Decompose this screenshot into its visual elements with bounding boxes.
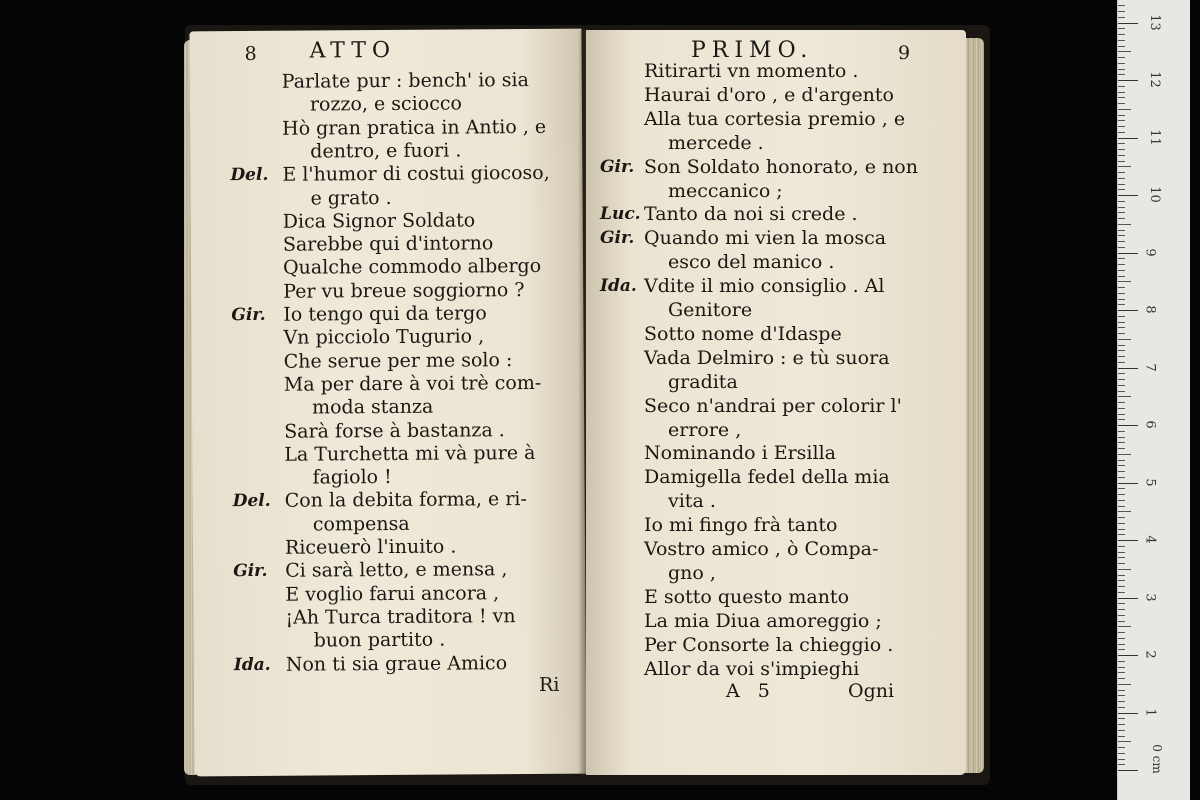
ruler-number: 12	[1146, 71, 1162, 88]
verse-text: E sotto questo manto	[644, 585, 850, 608]
speaker-label: Del.	[232, 491, 271, 512]
ruler-tick	[1118, 345, 1125, 346]
ruler-tick	[1118, 40, 1125, 41]
speaker-label: Luc.	[600, 204, 641, 225]
verse-text: La mia Diua amoreggio ;	[644, 609, 882, 632]
ruler-tick	[1118, 661, 1125, 662]
ruler-tick	[1118, 120, 1125, 121]
ruler-tick	[1118, 557, 1125, 558]
ruler-tick	[1118, 247, 1125, 248]
signature-mark: A 5	[726, 680, 776, 702]
ruler-tick	[1118, 207, 1125, 208]
verse-text: Vn picciolo Tugurio ,	[283, 325, 485, 350]
ruler-tick	[1118, 621, 1125, 622]
verse-text: La Turchetta mi và pure à	[284, 441, 536, 466]
verse-text: Sarebbe qui d'intorno	[282, 232, 494, 256]
ruler-tick	[1118, 684, 1131, 685]
ruler-tick	[1118, 373, 1125, 374]
verse-text: Son Soldato honorato, e non	[644, 155, 918, 178]
ruler-number: 1	[1142, 707, 1158, 717]
ruler-tick	[1118, 730, 1125, 731]
speaker-label: Gir.	[600, 228, 635, 249]
right-catchword: Ogni	[848, 680, 895, 702]
ruler-tick	[1118, 270, 1125, 271]
verse-text: Per Consorte la chieggio .	[644, 633, 894, 656]
ruler-tick	[1118, 224, 1131, 225]
ruler-tick	[1118, 172, 1125, 173]
ruler-tick	[1118, 707, 1125, 708]
ruler-tick	[1118, 264, 1125, 265]
measurement-ruler	[1117, 0, 1190, 800]
ruler-tick	[1118, 736, 1125, 737]
ruler-tick	[1118, 534, 1125, 535]
verse-text: vita .	[668, 490, 716, 513]
ruler-number: 13	[1146, 13, 1162, 31]
ruler-tick	[1118, 86, 1125, 87]
ruler-tick	[1118, 339, 1131, 340]
ruler-tick	[1118, 569, 1131, 570]
ruler-tick	[1118, 189, 1125, 190]
ruler-tick	[1118, 310, 1138, 311]
ruler-tick	[1118, 615, 1125, 616]
ruler-tick	[1118, 718, 1125, 719]
verse-text: Parlate pur : bench' io sia	[281, 69, 529, 93]
verse-text: Tanto da noi si crede .	[644, 203, 858, 226]
ruler-tick	[1118, 212, 1125, 213]
ruler-tick	[1118, 281, 1131, 282]
ruler-tick	[1118, 655, 1138, 656]
verse-text: Genitore	[668, 299, 753, 321]
right-page-number: 9	[898, 42, 911, 64]
ruler-tick	[1118, 23, 1138, 24]
ruler-tick	[1118, 477, 1125, 478]
left-page	[189, 29, 586, 777]
ruler-tick	[1118, 500, 1125, 501]
ruler-tick	[1118, 97, 1125, 98]
ruler-tick	[1118, 115, 1125, 116]
ruler-tick	[1118, 402, 1125, 403]
ruler-tick	[1118, 57, 1125, 58]
ruler-tick	[1118, 529, 1125, 530]
ruler-tick	[1118, 672, 1125, 673]
ruler-tick	[1118, 299, 1125, 300]
ruler-tick	[1118, 414, 1125, 415]
ruler-tick	[1118, 322, 1125, 323]
verse-text: Damigella fedel della mia	[644, 466, 890, 489]
verse-text: Che serue per me solo :	[283, 348, 513, 373]
ruler-tick	[1118, 506, 1125, 507]
ruler-tick	[1118, 396, 1131, 397]
verse-text: meccanico ;	[668, 179, 783, 202]
ruler-tick	[1118, 540, 1138, 541]
verse-text: buon partito .	[313, 628, 446, 652]
verse-text: Vada Delmiro : e tù suora	[644, 346, 890, 369]
ruler-tick	[1118, 287, 1125, 288]
ruler-tick	[1118, 333, 1125, 334]
verse-text: Ma per dare à voi trè com-	[283, 371, 542, 396]
ruler-tick	[1118, 51, 1131, 52]
verse-text: Non ti sia graue Amico	[285, 651, 508, 676]
ruler-tick	[1118, 155, 1125, 156]
speaker-label: Gir.	[233, 561, 268, 582]
ruler-tick	[1118, 598, 1138, 599]
verse-text: Ci sarà letto, e mensa ,	[285, 558, 508, 583]
ruler-tick	[1118, 184, 1125, 185]
ruler-tick	[1118, 304, 1125, 305]
ruler-tick	[1118, 132, 1125, 133]
right-running-head: PRIMO.	[691, 38, 814, 63]
verse-text: Io tengo qui da tergo	[283, 302, 487, 326]
verse-text: E voglio farui ancora ,	[285, 581, 500, 606]
ruler-tick	[1118, 385, 1125, 386]
ruler-tick	[1118, 356, 1125, 357]
verse-text: gradita	[668, 370, 738, 393]
speaker-label: Gir.	[600, 156, 635, 177]
ruler-tick	[1118, 695, 1125, 696]
ruler-tick	[1118, 235, 1125, 236]
ruler-number: 2	[1142, 650, 1158, 659]
left-running-head: ATTO	[309, 37, 397, 64]
ruler-tick	[1118, 460, 1125, 461]
ruler-tick	[1118, 103, 1125, 104]
ruler-tick	[1118, 218, 1125, 219]
ruler-tick	[1118, 258, 1125, 259]
verse-text: Seco n'andrai per colorir l'	[644, 394, 902, 417]
ruler-tick	[1118, 552, 1125, 553]
verse-text: Allor da voi s'impieghi	[644, 657, 860, 680]
ruler-tick	[1118, 753, 1125, 754]
verse-text: ¡Ah Turca traditora ! vn	[285, 605, 516, 629]
ruler-tick	[1118, 350, 1125, 351]
verse-text: Hò gran pratica in Antio , e	[282, 115, 547, 140]
ruler-tick	[1118, 419, 1125, 420]
verse-text: esco del manico .	[668, 251, 835, 274]
ruler-number: 10	[1146, 186, 1162, 203]
ruler-tick	[1118, 609, 1125, 610]
ruler-tick	[1118, 678, 1125, 679]
verse-text: errore ,	[668, 418, 742, 441]
ruler-tick	[1118, 92, 1125, 93]
ruler-tick	[1118, 431, 1125, 432]
ruler-tick	[1118, 448, 1125, 449]
ruler-tick	[1118, 454, 1131, 455]
ruler-tick	[1118, 442, 1125, 443]
ruler-tick	[1118, 391, 1125, 392]
ruler-tick	[1118, 523, 1125, 524]
ruler-tick	[1118, 143, 1125, 144]
ruler-tick	[1118, 644, 1125, 645]
verse-text: Sotto nome d'Idaspe	[644, 322, 842, 345]
ruler-tick	[1118, 178, 1125, 179]
verse-text: fagiolo !	[312, 466, 392, 489]
verse-text: Vostro amico , ò Compa-	[644, 538, 879, 560]
ruler-tick	[1118, 80, 1138, 81]
verse-text: mercede .	[668, 131, 764, 154]
verse-text: Quando mi vien la mosca	[644, 227, 887, 250]
verse-text: Haurai d'oro , e d'argento	[644, 83, 894, 106]
ruler-tick	[1118, 5, 1125, 6]
speaker-label: Ida.	[600, 276, 637, 297]
verse-text: e grato .	[310, 186, 392, 210]
verse-text: gno ,	[668, 561, 716, 584]
ruler-tick	[1118, 770, 1138, 771]
verse-text: Riceuerò l'inuito .	[284, 535, 457, 559]
verse-text: Ritirarti vn momento .	[644, 60, 859, 82]
ruler-number: 6	[1142, 420, 1158, 429]
ruler-tick	[1118, 149, 1125, 150]
ruler-tick	[1118, 276, 1125, 277]
ruler-tick	[1118, 63, 1125, 64]
ruler-number: 3	[1142, 592, 1158, 602]
speaker-label: Gir.	[231, 304, 266, 326]
ruler-tick	[1118, 747, 1125, 748]
ruler-tick	[1118, 603, 1125, 604]
verse-text: Qualche commodo albergo	[282, 255, 542, 280]
ruler-number: 7	[1142, 362, 1158, 372]
ruler-tick	[1118, 741, 1131, 742]
ruler-tick	[1118, 195, 1138, 196]
ruler-tick	[1118, 546, 1125, 547]
speaker-label: Ida.	[233, 654, 271, 675]
ruler-tick	[1118, 701, 1125, 702]
ruler-number: 9	[1142, 247, 1158, 257]
ruler-tick	[1118, 764, 1125, 765]
speaker-label: Del.	[230, 165, 269, 186]
verse-text: Io mi fingo frà tanto	[644, 514, 838, 537]
ruler-tick	[1118, 11, 1125, 12]
ruler-tick	[1118, 563, 1125, 564]
ruler-number: 5	[1142, 477, 1158, 487]
verse-text: moda stanza	[311, 395, 434, 419]
ruler-number: 8	[1142, 305, 1158, 314]
verse-text: Vdite il mio consiglio . Al	[644, 275, 885, 298]
ruler-tick	[1118, 138, 1138, 139]
verse-text: compensa	[312, 512, 410, 536]
ruler-tick	[1118, 483, 1138, 484]
ruler-tick	[1118, 46, 1125, 47]
ruler-tick	[1118, 667, 1125, 668]
ruler-tick	[1118, 241, 1125, 242]
ruler-tick	[1118, 230, 1125, 231]
ruler-tick	[1118, 494, 1125, 495]
ruler-tick	[1118, 592, 1125, 593]
ruler-tick	[1118, 34, 1125, 35]
ruler-tick	[1118, 293, 1125, 294]
ruler-tick	[1118, 74, 1125, 75]
ruler-tick	[1118, 368, 1138, 369]
ruler-tick	[1118, 690, 1125, 691]
ruler-tick	[1118, 69, 1125, 70]
right-page	[586, 30, 966, 775]
ruler-number: 11	[1146, 128, 1162, 146]
ruler-tick	[1118, 586, 1125, 587]
verse-text: Dica Signor Soldato	[282, 209, 476, 233]
verse-text: Sarà forse à bastanza .	[284, 418, 505, 443]
ruler-tick	[1118, 28, 1125, 29]
verse-text: Alla tua cortesia premio , e	[644, 107, 906, 130]
ruler-tick	[1118, 126, 1125, 127]
left-page-number: 8	[244, 42, 257, 65]
ruler-unit-label: 0 cm	[1149, 744, 1164, 774]
ruler-tick	[1118, 17, 1125, 18]
ruler-tick	[1118, 649, 1125, 650]
ruler-tick	[1118, 488, 1125, 489]
ruler-tick	[1118, 471, 1125, 472]
verse-text: E l'humor di costui giocoso,	[282, 162, 550, 186]
ruler-tick	[1118, 201, 1125, 202]
ruler-tick	[1118, 437, 1125, 438]
ruler-tick	[1118, 379, 1125, 380]
ruler-tick	[1118, 517, 1125, 518]
ruler-tick	[1118, 425, 1138, 426]
ruler-tick	[1118, 626, 1131, 627]
left-catchword: Ri	[538, 673, 560, 696]
ruler-tick	[1118, 253, 1138, 254]
verse-text: Con la debita forma, e ri-	[284, 488, 527, 513]
ruler-tick	[1118, 316, 1125, 317]
ruler-tick	[1118, 632, 1125, 633]
verse-text: rozzo, e sciocco	[309, 92, 462, 116]
verse-text: Nominando i Ersilla	[644, 442, 836, 465]
ruler-tick	[1118, 327, 1125, 328]
ruler-tick	[1118, 161, 1125, 162]
ruler-tick	[1118, 713, 1138, 714]
ruler-tick	[1118, 580, 1125, 581]
ruler-tick	[1118, 465, 1125, 466]
ruler-tick	[1118, 575, 1125, 576]
ruler-number: 4	[1142, 535, 1158, 544]
ruler-tick	[1118, 362, 1125, 363]
ruler-tick	[1118, 511, 1131, 512]
ruler-tick	[1118, 638, 1125, 639]
ruler-tick	[1118, 109, 1131, 110]
ruler-tick	[1118, 759, 1125, 760]
ruler-tick	[1118, 724, 1125, 725]
ruler-tick	[1118, 408, 1125, 409]
verse-text: dentro, e fuori .	[310, 139, 462, 163]
verse-text: Per vu breue soggiorno ?	[283, 278, 525, 303]
ruler-tick	[1118, 166, 1131, 167]
